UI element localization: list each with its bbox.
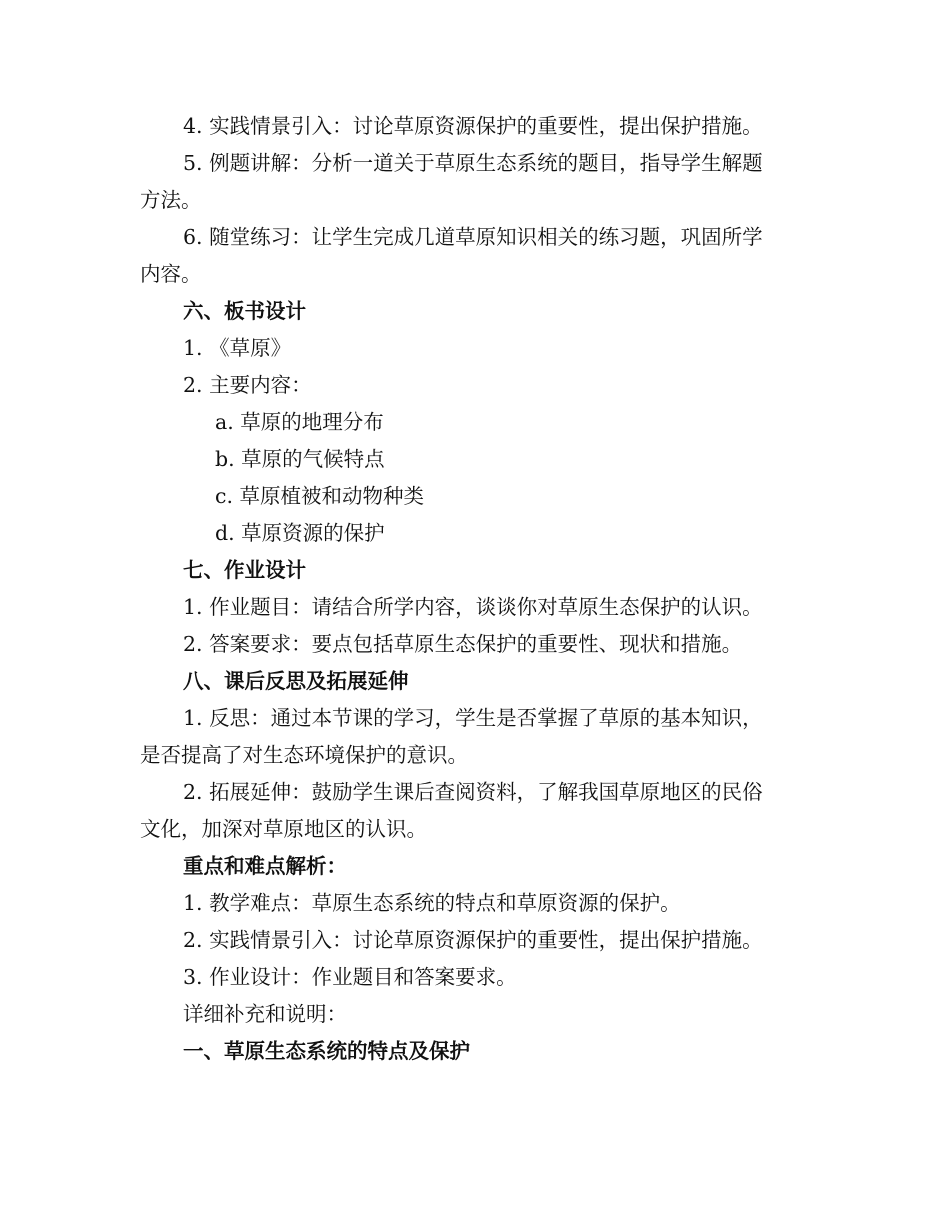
reflection-item-2-continuation: 文化，加深对草原地区的认识。 (140, 817, 427, 841)
board-item-1: 1. 《草原》 (183, 336, 292, 360)
step-6-continuation: 内容。 (140, 262, 202, 286)
board-subitem-a: a. 草原的地理分布 (215, 410, 384, 434)
section-heading-board-design: 六、板书设计 (183, 299, 306, 323)
step-5-continuation: 方法。 (140, 188, 202, 212)
homework-item-1: 1. 作业题目：请结合所学内容，谈谈你对草原生态保护的认识。 (183, 595, 763, 619)
board-item-2: 2. 主要内容： (183, 373, 312, 397)
reflection-item-2: 2. 拓展延伸：鼓励学生课后查阅资料，了解我国草原地区的民俗 (183, 780, 763, 804)
reflection-item-1-continuation: 是否提高了对生态环境保护的意识。 (140, 743, 468, 767)
homework-item-2: 2. 答案要求：要点包括草原生态保护的重要性、现状和措施。 (183, 632, 743, 656)
supplement-label: 详细补充和说明： (183, 1002, 347, 1026)
section-heading-homework: 七、作业设计 (183, 558, 306, 582)
step-6-line: 6. 随堂练习：让学生完成几道草原知识相关的练习题，巩固所学 (183, 225, 763, 249)
reflection-item-1: 1. 反思：通过本节课的学习，学生是否掌握了草原的基本知识， (183, 706, 763, 730)
key-point-item-2: 2. 实践情景引入：讨论草原资源保护的重要性，提出保护措施。 (183, 928, 763, 952)
key-point-item-1: 1. 教学难点：草原生态系统的特点和草原资源的保护。 (183, 891, 681, 915)
step-5-line: 5. 例题讲解：分析一道关于草原生态系统的题目，指导学生解题 (183, 151, 763, 175)
key-point-item-3: 3. 作业设计：作业题目和答案要求。 (183, 965, 517, 989)
step-4-line: 4. 实践情景引入：讨论草原资源保护的重要性，提出保护措施。 (183, 114, 763, 138)
section-heading-reflection: 八、课后反思及拓展延伸 (183, 669, 409, 693)
board-subitem-d: d. 草原资源的保护 (215, 521, 385, 545)
board-subitem-c: c. 草原植被和动物种类 (215, 484, 425, 508)
board-subitem-b: b. 草原的气候特点 (215, 447, 385, 471)
section-heading-ecosystem: 一、草原生态系统的特点及保护 (183, 1039, 470, 1063)
section-heading-key-points: 重点和难点解析： (183, 854, 347, 878)
